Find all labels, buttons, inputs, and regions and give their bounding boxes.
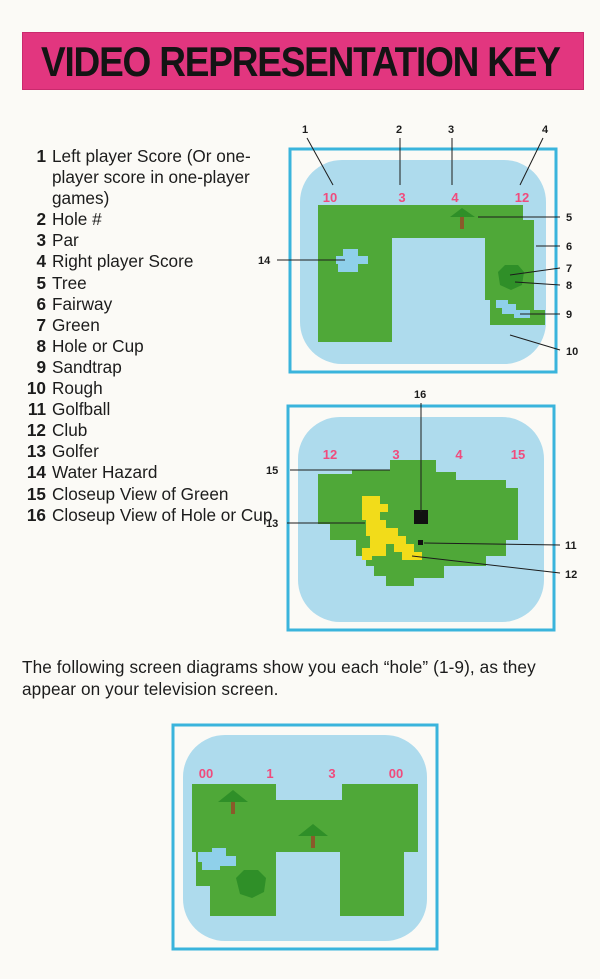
par-value: 4 xyxy=(451,190,459,205)
key-label: Right player Score xyxy=(52,251,194,272)
key-list xyxy=(22,146,282,526)
callout-label: 13 xyxy=(266,518,279,530)
key-number: 3 xyxy=(36,230,46,251)
page-title: VIDEO REPRESENTATION KEY xyxy=(41,39,560,85)
right-score: 12 xyxy=(514,190,530,205)
title-banner xyxy=(22,32,584,90)
par-value: 4 xyxy=(455,447,463,462)
callout-label: 16 xyxy=(414,389,427,401)
callout-label: 4 xyxy=(542,124,549,136)
key-number: 13 xyxy=(26,441,46,462)
key-label: Par xyxy=(52,230,79,251)
key-number: 5 xyxy=(36,272,46,293)
key-label: Closeup View of Green xyxy=(52,483,229,504)
callout-label: 6 xyxy=(566,241,573,253)
left-score: 00 xyxy=(198,766,214,781)
callout-label: 2 xyxy=(396,124,403,136)
hole-view-diagram xyxy=(252,118,596,380)
hole-number: 1 xyxy=(266,766,274,781)
callout-label: 10 xyxy=(566,346,579,358)
key-item xyxy=(22,505,282,526)
key-item xyxy=(22,315,282,336)
key-item xyxy=(22,462,282,483)
key-label: Golfball xyxy=(52,399,111,420)
key-number: 15 xyxy=(26,483,46,504)
key-number: 14 xyxy=(26,462,46,483)
key-item xyxy=(22,294,282,315)
key-label: Tree xyxy=(52,272,87,293)
key-label: Water Hazard xyxy=(52,462,158,483)
golfball xyxy=(418,540,423,545)
key-item xyxy=(22,230,282,251)
closeup-view-diagram xyxy=(252,386,596,636)
tree-trunk xyxy=(460,217,464,229)
callout-label: 14 xyxy=(258,255,271,267)
key-item xyxy=(22,378,282,399)
hole-cup xyxy=(414,510,428,524)
hole-number: 3 xyxy=(398,190,406,205)
key-number: 11 xyxy=(27,399,46,420)
callout-label: 12 xyxy=(565,569,578,581)
key-number: 1 xyxy=(36,146,46,166)
key-label: Rough xyxy=(52,378,103,399)
tree-trunk xyxy=(311,836,315,848)
callout-label: 15 xyxy=(266,465,279,477)
key-label: Closeup View of Hole or Cup xyxy=(52,504,273,525)
callout-label: 7 xyxy=(566,263,573,275)
key-number: 4 xyxy=(36,251,46,272)
key-number: 8 xyxy=(36,335,46,356)
key-item xyxy=(22,441,282,462)
key-number: 16 xyxy=(26,504,46,525)
key-item xyxy=(22,399,282,420)
key-item xyxy=(22,273,282,294)
key-number: 2 xyxy=(36,209,46,230)
right-score: 15 xyxy=(510,447,526,462)
key-label: Golfer xyxy=(52,441,99,462)
par-value: 3 xyxy=(328,766,336,781)
key-item xyxy=(22,420,282,441)
key-label: Sandtrap xyxy=(52,356,122,377)
left-score: 12 xyxy=(322,447,338,462)
key-label: Club xyxy=(52,420,88,441)
key-item xyxy=(22,209,282,230)
tree-trunk xyxy=(231,802,235,814)
key-label: Fairway xyxy=(52,293,113,314)
callout-label: 3 xyxy=(448,124,455,136)
right-score: 00 xyxy=(388,766,404,781)
callout-label: 9 xyxy=(566,309,573,321)
key-number: 12 xyxy=(26,420,46,441)
key-item xyxy=(22,146,282,209)
key-item xyxy=(22,336,282,357)
screens-intro-text: The following screen diagrams show you each “hole” (1-9), as they appear on your television screen. xyxy=(22,657,536,699)
callout-label: 8 xyxy=(566,280,573,292)
key-label: Hole # xyxy=(52,209,102,230)
callout-label: 11 xyxy=(565,540,577,552)
key-item xyxy=(22,357,282,378)
left-score: 10 xyxy=(322,190,338,205)
hole-one-diagram xyxy=(170,722,440,962)
key-label: Green xyxy=(52,314,100,335)
callout-label: 1 xyxy=(302,124,309,136)
key-number: 9 xyxy=(36,356,46,377)
key-item xyxy=(22,484,282,505)
key-number: 10 xyxy=(26,378,46,399)
key-item xyxy=(22,251,282,272)
callout-label: 5 xyxy=(566,212,573,224)
key-label: Hole or Cup xyxy=(52,335,144,356)
key-label: Left player Score (Or one-player score in one-player games) xyxy=(52,146,251,209)
key-number: 6 xyxy=(36,293,46,314)
key-number: 7 xyxy=(36,314,46,335)
hole-number: 3 xyxy=(392,447,400,462)
